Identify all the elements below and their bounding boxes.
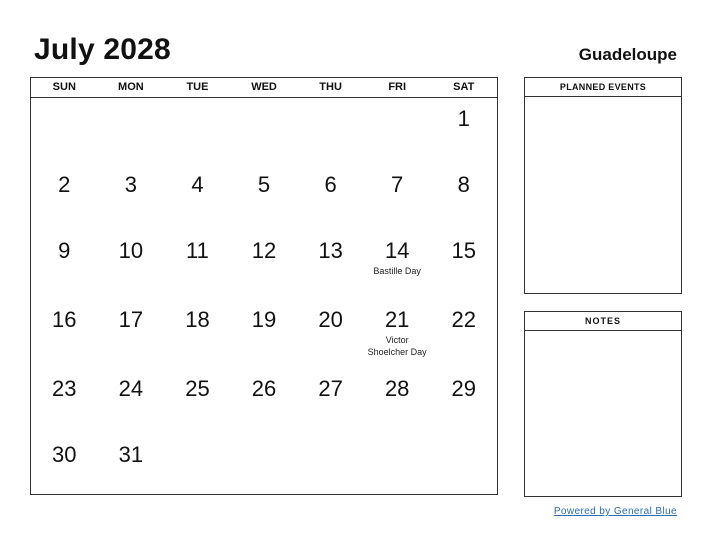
day-cell [31,98,98,164]
calendar-week [31,434,497,497]
day-cell [364,299,431,368]
day-cell [430,98,497,164]
day-number: 18 [185,307,210,332]
holiday-label: Bastille Day [373,266,421,276]
day-number: 4 [191,172,204,197]
region-label: Guadeloupe [578,45,677,64]
month-calendar [30,77,498,495]
day-cell [231,299,298,368]
day-cell [98,299,165,368]
day-cell [364,230,431,299]
calendar-week [31,98,497,164]
day-number: 27 [318,376,343,401]
day-number: 30 [52,442,77,467]
dow-mon: MON [118,81,144,93]
day-number: 8 [457,172,470,197]
day-cell [364,98,431,164]
calendar-grid [31,98,497,497]
day-number: 25 [185,376,210,401]
day-number: 11 [186,238,209,263]
day-number: 9 [58,238,71,263]
notes-panel [524,311,682,497]
calendar-week [31,299,497,368]
day-number [231,98,298,107]
day-cell [164,434,231,497]
dow-wed: WED [251,81,277,93]
day-cell [98,98,165,164]
day-cell [430,230,497,299]
day-cell [164,164,231,230]
day-number [297,434,364,443]
day-cell [98,368,165,434]
day-number [164,434,231,443]
day-number: 22 [451,307,476,332]
day-number [297,98,364,107]
day-cell [231,368,298,434]
calendar-week [31,164,497,230]
calendar-week [31,368,497,434]
day-cell [31,230,98,299]
day-number [98,98,165,107]
day-cell [297,230,364,299]
day-cell [98,434,165,497]
day-cell [231,164,298,230]
day-cell [98,230,165,299]
day-cell [297,368,364,434]
day-number: 2 [58,172,71,197]
day-number [364,98,431,107]
day-cell [297,434,364,497]
dow-sat: SAT [453,81,475,93]
day-number: 15 [451,238,476,263]
day-cell [430,434,497,497]
day-number: 31 [118,442,144,467]
day-number: 1 [457,106,470,131]
day-cell [164,299,231,368]
planned-events-panel [524,77,682,294]
day-number [364,434,431,443]
day-number: 28 [384,376,410,401]
day-number: 23 [52,376,77,401]
day-cell [31,299,98,368]
day-number: 3 [124,172,137,197]
day-cell [430,368,497,434]
notes-header: NOTES [525,312,681,331]
calendar-week [31,230,497,299]
day-number: 13 [318,238,343,263]
day-number: 21 [384,307,410,332]
dow-tue: TUE [186,81,209,93]
day-number: 7 [391,172,404,197]
day-number: 17 [118,307,144,332]
day-number: 19 [251,307,277,332]
day-cell [364,434,431,497]
day-cell [364,368,431,434]
day-number [430,434,497,443]
day-cell [297,299,364,368]
day-cell [98,164,165,230]
planned-events-header: PLANNED EVENTS [525,78,681,97]
day-number [164,98,231,107]
day-number [31,98,98,107]
day-cell [430,164,497,230]
day-cell [31,434,98,497]
day-cell [164,368,231,434]
holiday-label: Victor Shoelcher Day [367,335,427,357]
day-of-week-header [31,78,497,98]
day-cell [231,98,298,164]
day-number [231,434,298,443]
day-number: 5 [257,172,271,197]
day-number: 29 [451,376,476,401]
dow-sun: SUN [52,81,76,93]
day-number: 6 [324,172,337,197]
day-cell [231,434,298,497]
day-number: 20 [318,307,343,332]
dow-fri: FRI [388,81,407,93]
day-cell [31,368,98,434]
day-cell [297,164,364,230]
day-cell [430,299,497,368]
day-cell [164,98,231,164]
day-number: 16 [52,307,77,332]
day-cell [364,164,431,230]
day-number: 14 [384,238,410,263]
day-cell [297,98,364,164]
powered-by-link[interactable]: Powered by General Blue [553,506,677,517]
day-number: 24 [118,376,144,401]
day-cell [231,230,298,299]
day-cell [164,230,231,299]
day-number: 12 [251,238,277,263]
page-title: July 2028 [34,33,171,66]
dow-thu: THU [319,81,342,93]
day-cell [31,164,98,230]
day-number: 10 [118,238,144,263]
day-number: 26 [251,376,277,401]
